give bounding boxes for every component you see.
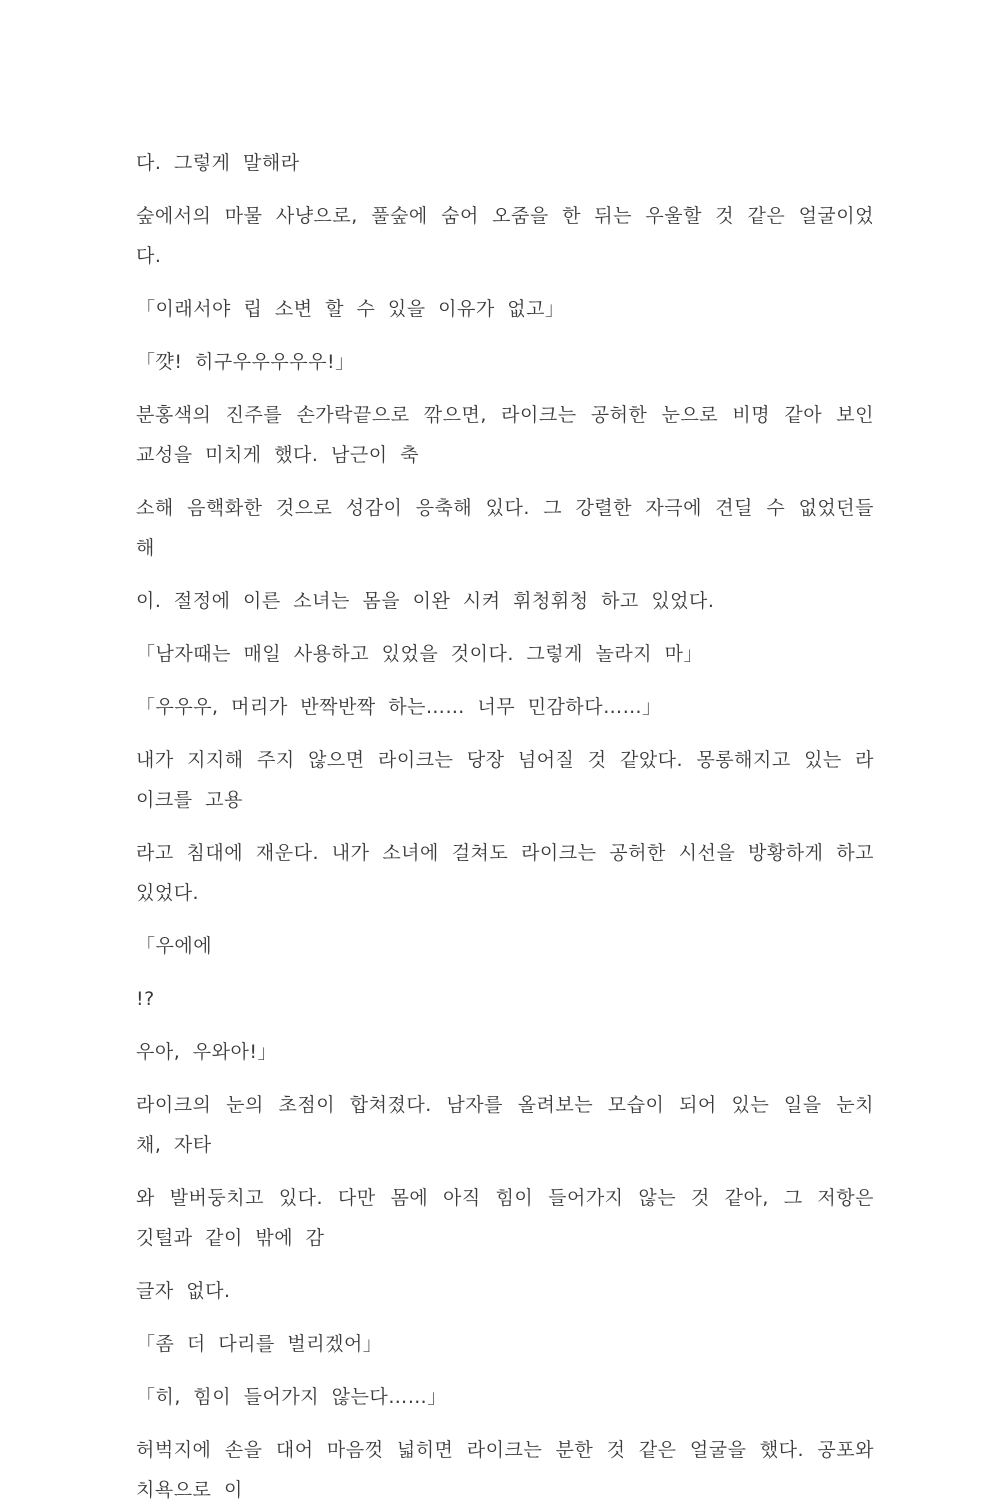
paragraph: 허벅지에 손을 대어 마음껏 넓히면 라이크는 분한 것 같은 얼굴을 했다. 공포와 치욕으로 이 xyxy=(136,1439,874,1501)
paragraph: 글자 없다. xyxy=(136,1280,231,1302)
paragraph-quote: 「이래서야 립 소변 할 수 있을 이유가 없고」 xyxy=(136,298,565,320)
paragraph-quote: 「좀 더 다리를 벌리겠어」 xyxy=(136,1333,383,1355)
paragraph-quote: 「우에에 xyxy=(136,935,213,957)
paragraph: 라고 침대에 재운다. 내가 소녀에 걸쳐도 라이크는 공허한 시선을 방황하게 하고 있었다. xyxy=(136,842,874,904)
paragraph: 다. 그렇게 말해라 xyxy=(136,152,300,174)
paragraph-quote: 「히, 힘이 들어가지 않는다……」 xyxy=(136,1386,447,1408)
paragraph-quote: 우아, 우와아!」 xyxy=(136,1041,277,1063)
paragraph: 라이크의 눈의 초점이 합쳐졌다. 남자를 올려보는 모습이 되어 있는 일을 눈치채, 자타 xyxy=(136,1094,874,1156)
paragraph: 분홍색의 진주를 손가락끝으로 깎으면, 라이크는 공허한 눈으로 비명 같아 보인 교성을 미치게 했다. 남근이 축 xyxy=(136,404,874,466)
paragraph-quote: 「남자때는 매일 사용하고 있었을 것이다. 그렇게 놀라지 마」 xyxy=(136,643,703,665)
paragraph: !? xyxy=(136,988,155,1010)
paragraph: 와 발버둥치고 있다. 다만 몸에 아직 힘이 들어가지 않는 것 같아, 그 저항은 깃털과 같이 밖에 감 xyxy=(136,1187,874,1249)
paragraph-quote: 「꺗! 히구우우우우우!」 xyxy=(136,351,355,373)
paragraph: 숲에서의 마물 사냥으로, 풀숲에 숨어 오줌을 한 뒤는 우울할 것 같은 얼굴이었다. xyxy=(136,205,874,267)
paragraph: 소해 음핵화한 것으로 성감이 응축해 있다. 그 강렬한 자극에 견딜 수 없었던들 해 xyxy=(136,497,874,559)
paragraph: 내가 지지해 주지 않으면 라이크는 당장 넘어질 것 같았다. 몽롱해지고 있는 라이크를 고용 xyxy=(136,749,874,811)
paragraph-quote: 「우우우, 머리가 반짝반짝 하는…… 너무 민감하다……」 xyxy=(136,696,662,718)
paragraph: 이. 절정에 이른 소녀는 몸을 이완 시켜 휘청휘청 하고 있었다. xyxy=(136,590,715,612)
